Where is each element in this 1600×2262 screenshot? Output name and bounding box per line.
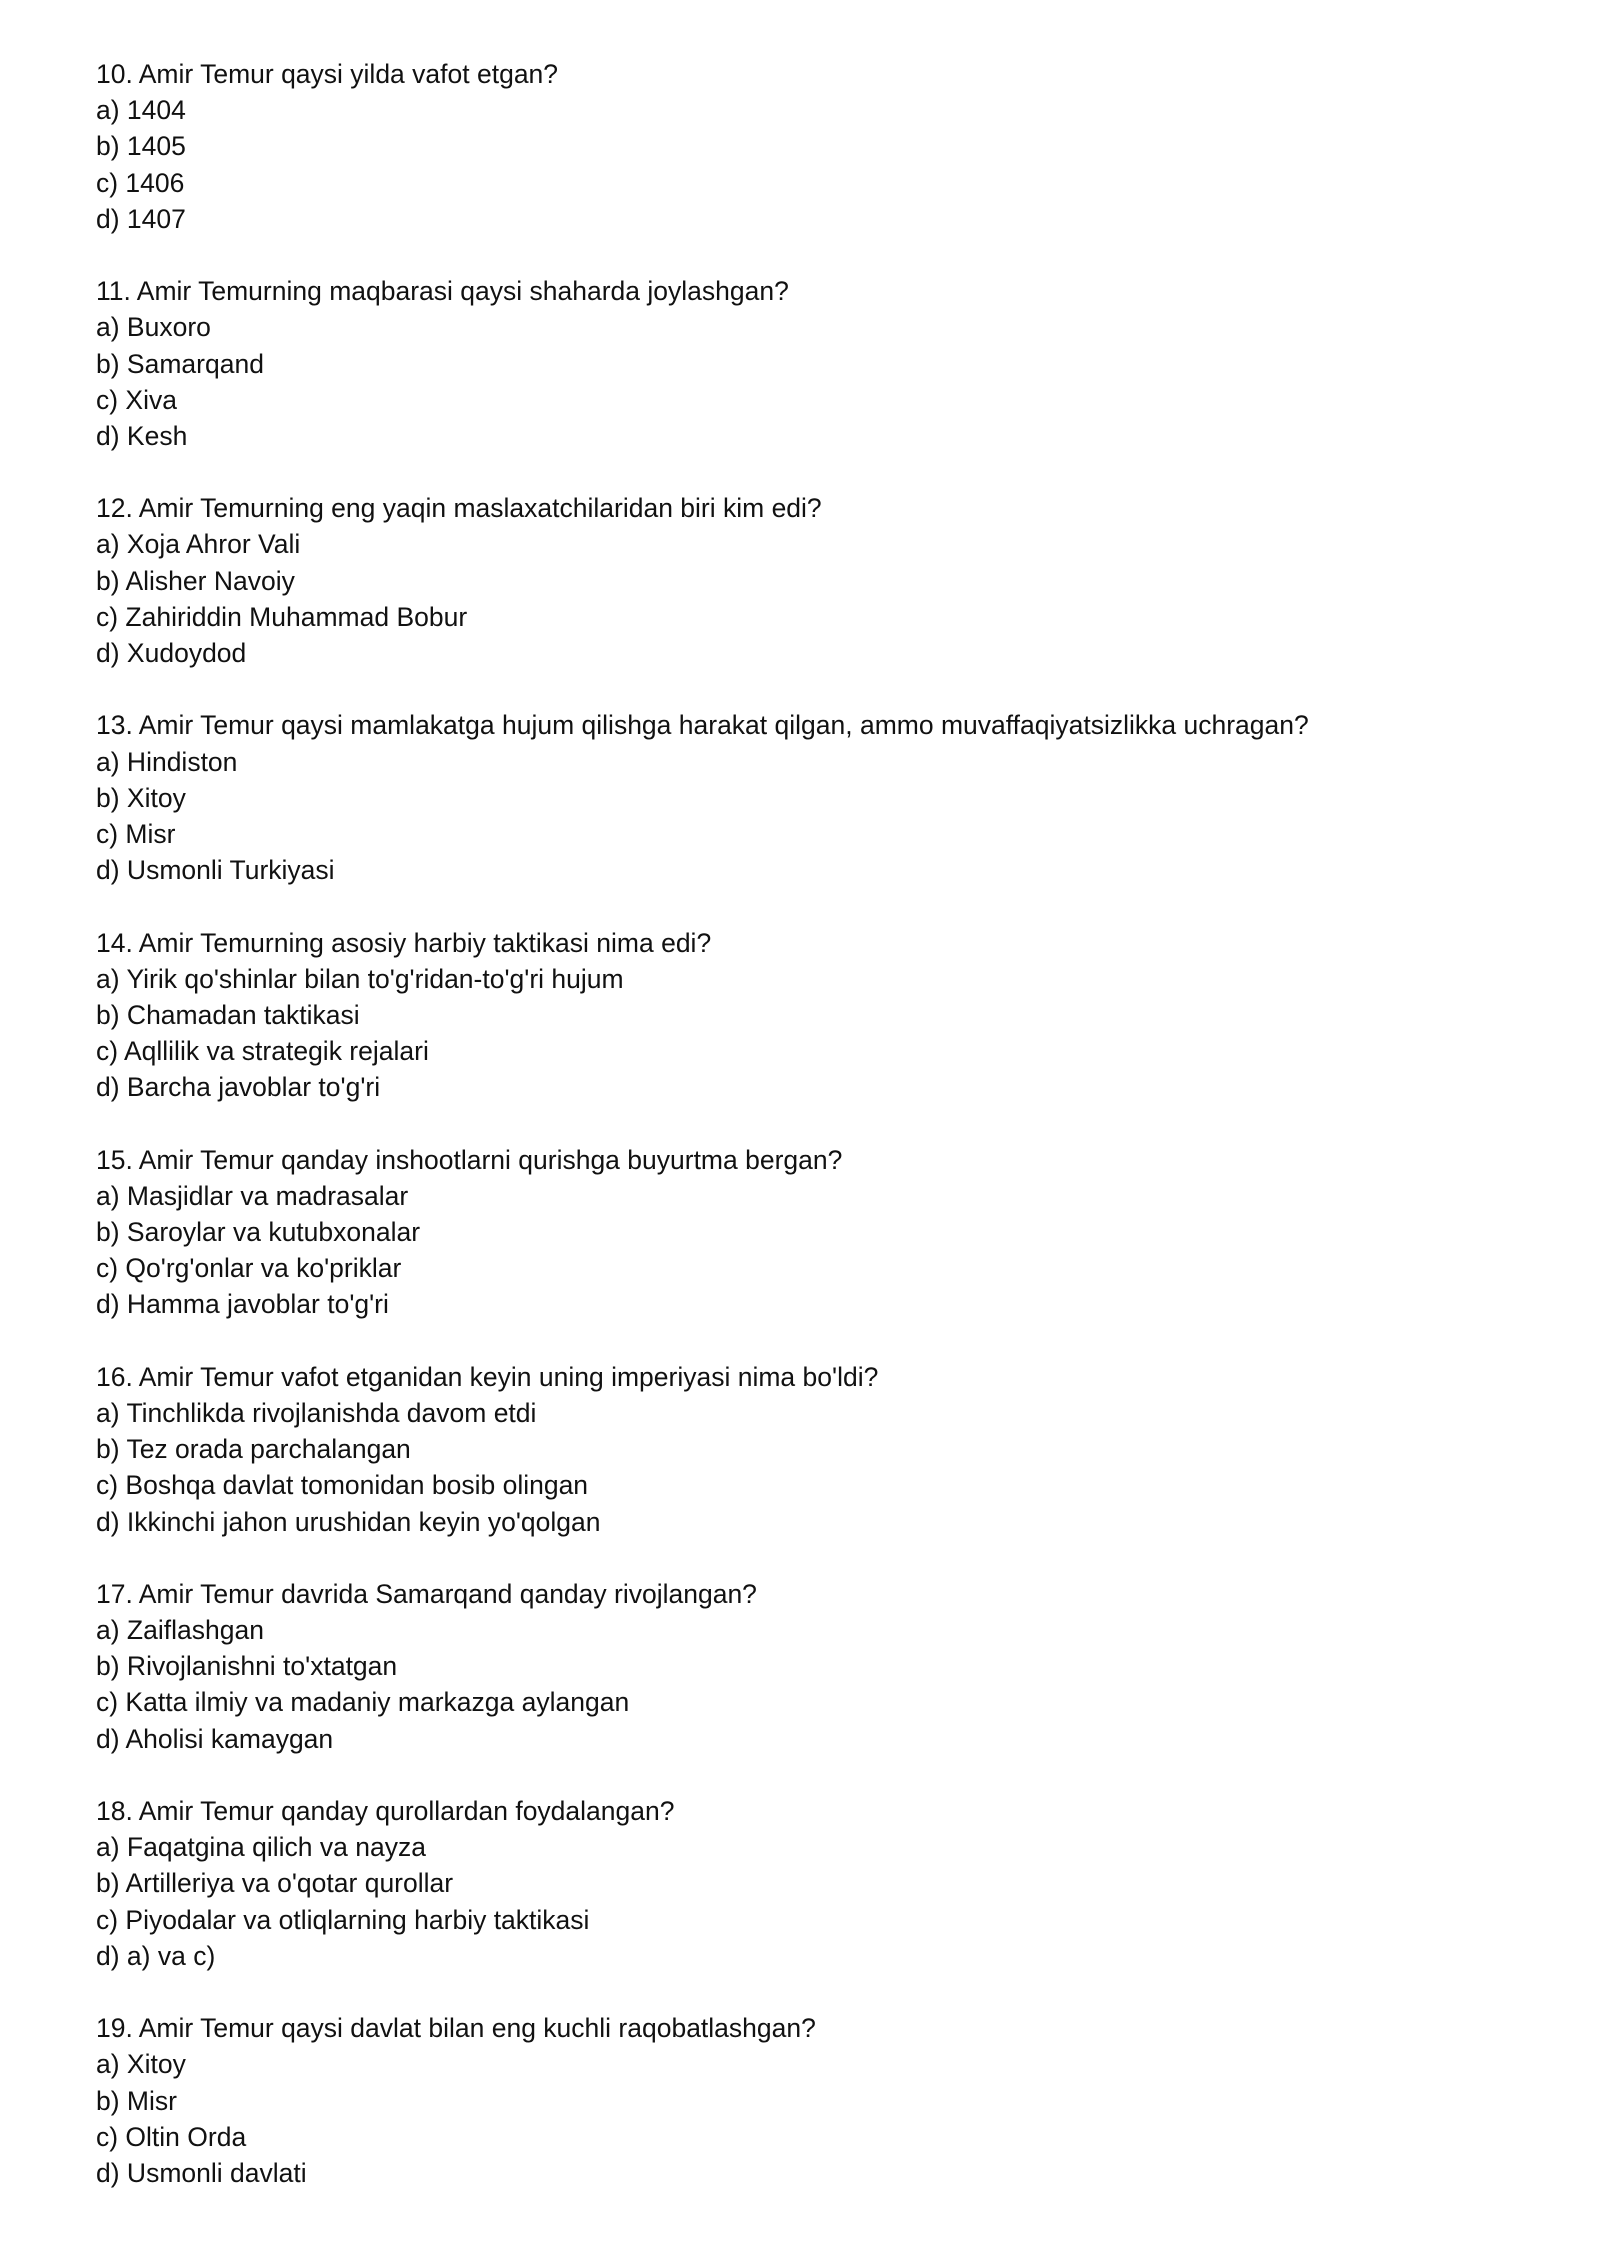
question-block xyxy=(96,273,1516,454)
answer-option: d) Aholisi kamaygan xyxy=(96,1723,334,1754)
answer-option: a) Yirik qo'shinlar bilan to'g'ridan-to'g'ri hujum xyxy=(96,963,624,994)
question-block xyxy=(96,1359,1516,1540)
question-text: 11. Amir Temurning maqbarasi qaysi shaharda joylashgan? xyxy=(96,276,789,307)
answer-option: b) Saroylar va kutubxonalar xyxy=(96,1217,421,1247)
question-block xyxy=(96,1142,1516,1323)
question-text: 12. Amir Temurning eng yaqin maslaxatchilaridan biri kim edi? xyxy=(96,493,822,524)
answer-option: b) 1405 xyxy=(96,131,186,162)
answer-option: c) Zahiriddin Muhammad Bobur xyxy=(96,601,468,632)
answer-option: c) Piyodalar va otliqlarning harbiy taktikasi xyxy=(96,1904,590,1935)
answer-option: c) Aqllilik va strategik rejalari xyxy=(96,1036,429,1067)
answer-option: d) a) va c) xyxy=(96,1940,216,1971)
answer-option: a) Hindiston xyxy=(96,746,238,777)
question-text: 14. Amir Temurning asosiy harbiy taktikasi nima edi? xyxy=(96,927,712,958)
answer-option: b) Xitoy xyxy=(96,782,186,813)
answer-option: b) Samarqand xyxy=(96,348,264,379)
answer-option: b) Alisher Navoiy xyxy=(96,565,295,596)
question-text: 15. Amir Temur qanday inshootlarni qurishga buyurtma bergan? xyxy=(96,1144,843,1175)
answer-option: a) Buxoro xyxy=(96,312,211,343)
answer-option: c) Oltin Orda xyxy=(96,2121,247,2152)
answer-option: a) Tinchlikda rivojlanishda davom etdi xyxy=(96,1397,537,1428)
answer-option: a) Masjidlar va madrasalar xyxy=(96,1180,409,1211)
answer-option: b) Misr xyxy=(96,2085,177,2116)
answer-option: a) Zaiflashgan xyxy=(96,1615,264,1646)
answer-option: b) Chamadan taktikasi xyxy=(96,999,360,1030)
answer-option: d) Ikkinchi jahon urushidan keyin yo'qolgan xyxy=(96,1506,601,1537)
answer-option: d) Xudoydod xyxy=(96,638,247,668)
question-text: 16. Amir Temur vafot etganidan keyin uning imperiyasi nima bo'ldi? xyxy=(96,1361,879,1392)
answer-option: b) Tez orada parchalangan xyxy=(96,1434,411,1465)
question-list xyxy=(96,56,1516,2227)
question-block xyxy=(96,1576,1516,1757)
question-text: 19. Amir Temur qaysi davlat bilan eng kuchli raqobatlashgan? xyxy=(96,2013,816,2044)
question-block xyxy=(96,707,1516,888)
answer-option: c) Katta ilmiy va madaniy markazga aylangan xyxy=(96,1687,630,1718)
answer-option: d) Usmonli davlati xyxy=(96,2157,307,2188)
question-block xyxy=(96,490,1516,671)
answer-option: b) Rivojlanishni to'xtatgan xyxy=(96,1651,398,1682)
question-text: 10. Amir Temur qaysi yilda vafot etgan? xyxy=(96,59,559,89)
question-block xyxy=(96,1793,1516,1974)
answer-option: a) Xoja Ahror Vali xyxy=(96,529,301,560)
question-text: 13. Amir Temur qaysi mamlakatga hujum qilishga harakat qilgan, ammo muvaffaqiyatsizlikka uchragan? xyxy=(96,710,1309,741)
question-text: 17. Amir Temur davrida Samarqand qanday rivojlangan? xyxy=(96,1578,757,1609)
answer-option: d) Usmonli Turkiyasi xyxy=(96,855,335,886)
answer-option: c) Misr xyxy=(96,818,176,849)
question-block xyxy=(96,925,1516,1106)
answer-option: c) Boshqa davlat tomonidan bosib olingan xyxy=(96,1470,589,1501)
answer-option: a) 1404 xyxy=(96,95,186,126)
question-text: 18. Amir Temur qanday qurollardan foydalangan? xyxy=(96,1796,675,1826)
answer-option: c) 1406 xyxy=(96,167,185,198)
answer-option: c) Qo'rg'onlar va ko'priklar xyxy=(96,1253,402,1284)
answer-option: d) Kesh xyxy=(96,420,188,451)
answer-option: d) Hamma javoblar to'g'ri xyxy=(96,1289,389,1320)
answer-option: b) Artilleriya va o'qotar qurollar xyxy=(96,1868,454,1899)
question-block xyxy=(96,56,1516,237)
answer-option: d) Barcha javoblar to'g'ri xyxy=(96,1072,381,1103)
answer-option: c) Xiva xyxy=(96,384,177,415)
question-block xyxy=(96,2010,1516,2191)
answer-option: d) 1407 xyxy=(96,203,186,234)
answer-option: a) Faqatgina qilich va nayza xyxy=(96,1832,426,1863)
answer-option: a) Xitoy xyxy=(96,2049,186,2080)
